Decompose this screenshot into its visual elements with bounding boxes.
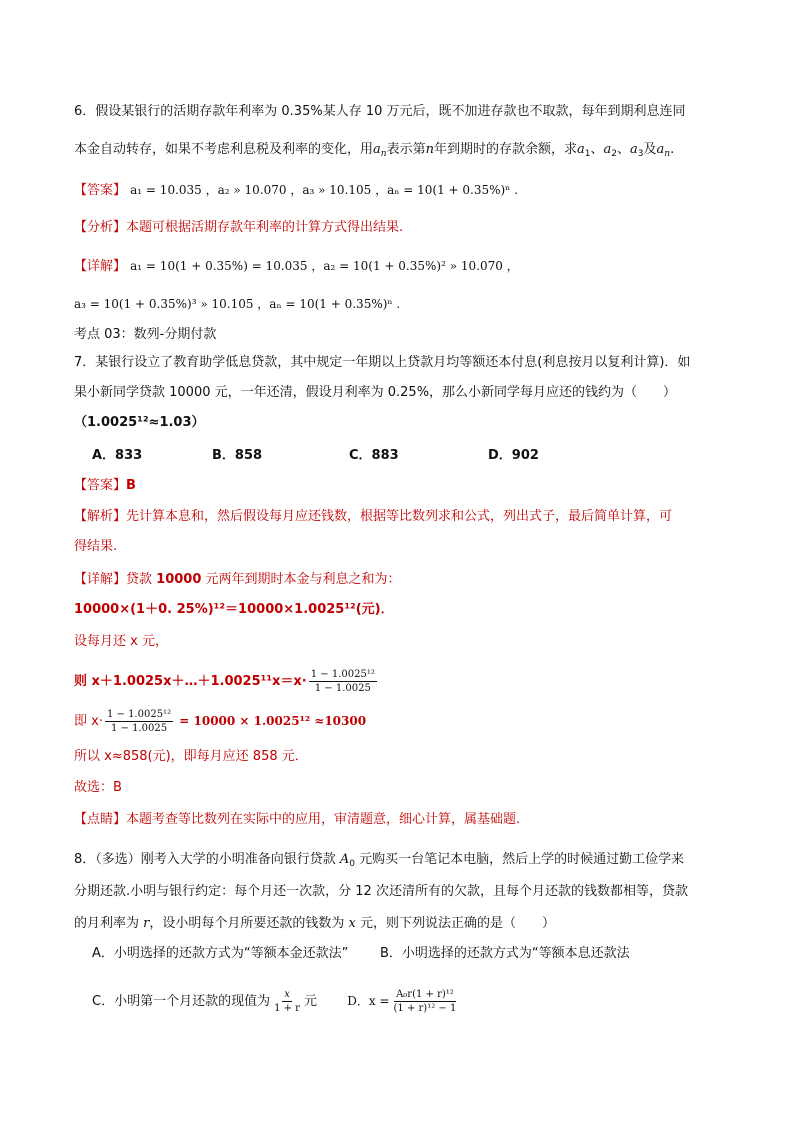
- q8-line2: 分期还款.小明与银行约定：每个月还一次款，分 12 次还清所有的欠款，且每个月还款的钱数都相等，贷款: [74, 884, 688, 899]
- q8-option-d: D．x =: [347, 994, 390, 1008]
- q8-option-c-den: 1 + r: [274, 1003, 300, 1014]
- q7-eq-prefix: 即 x·: [74, 714, 103, 729]
- q6-answer-text: a₁ = 10.035 ，a₂ » 10.070 ，a₃ » 10.105 ，aₙ = 10(1 + 0.35%)ⁿ .: [130, 183, 519, 197]
- q6-line2-text-b: 表示第: [386, 142, 426, 157]
- q7-answer: [74, 476, 136, 496]
- q7-sum-expression: 则 x＋1.0025x＋…＋1.0025¹¹x＝x·: [74, 674, 307, 689]
- q6-analysis-label: 【分析】: [74, 220, 127, 235]
- q8-line1: 8．（多选）刚考入大学的小明准备向银行贷款 $A_0$ 元购买一台笔记本电脑，然后上学的时候通过勤工俭学来: [74, 852, 685, 869]
- q8-line1-text-a: 8．（多选）刚考入大学的小明准备向银行贷款: [74, 852, 340, 867]
- q6-line1: 6．假设某银行的活期存款年利率为 0.35%某人存 10 万元后，既不加进存款也不取款，每年到期利息连同: [74, 104, 686, 119]
- q7-detail-line4: [74, 668, 379, 695]
- q7-detail-line3: 设每月还 x 元，: [74, 634, 168, 649]
- q7-analysis-line2: 得结果.: [74, 539, 118, 554]
- q8-option-d-den: (1 + r)¹² − 1: [393, 1003, 457, 1014]
- q7-eq-result: = 10000 × 1.0025¹² ≈10300: [175, 714, 367, 728]
- q6-line2-text-a: 本金自动转存，如果不考虑利息税及利率的变化，用: [74, 142, 374, 157]
- q6-detail-line2: a₃ = 10(1 + 0.35%)³ » 10.105 ，aₙ = 10(1 + 0.35%)ⁿ .: [74, 297, 401, 311]
- q7-option-b: B．858: [212, 448, 263, 463]
- q7-sum-fraction: [309, 668, 377, 695]
- q7-sum-fraction-den: 1 − 1.0025: [314, 683, 371, 694]
- q7-detail-text-a: 贷款: [126, 572, 157, 587]
- q6-answer: [74, 180, 518, 201]
- q6-answer-label: 【答案】: [74, 183, 127, 198]
- q7-analysis-label: 【解析】: [74, 509, 127, 524]
- q7-detail-line1: [74, 570, 401, 590]
- q8-option-b: B．小明选择的还款方式为“等额本息还款法: [380, 946, 630, 961]
- q7-eq-fraction-num: 1 − 1.0025¹²: [106, 709, 172, 720]
- q7-comment-label: 【点睛】: [74, 812, 127, 827]
- q7-line2: 果小新同学贷款 10000 元，一年还清，假设月利率为 0.25%，那么小新同学每月应还的钱约为（ ）: [74, 385, 677, 400]
- q6-analysis: [74, 218, 403, 238]
- q8-option-a: A．小明选择的还款方式为“等额本金还款法”: [92, 946, 349, 961]
- q8-options-cd: [92, 988, 460, 1015]
- q7-option-a: A．833: [92, 448, 143, 463]
- q8-option-c-num: x: [284, 989, 290, 1000]
- q7-comment-text: 本题考查等比数列在实际中的应用，审清题意，细心计算，属基础题.: [126, 812, 521, 827]
- q7-line3: （1.0025¹²≈1.03）: [74, 415, 205, 430]
- section-label: 考点 03：数列-分期付款: [74, 327, 217, 342]
- q7-answer-label: 【答案】: [74, 478, 127, 493]
- q7-eq-fraction: [105, 708, 173, 735]
- q8-option-d-num: A₀r(1 + r)¹²: [396, 989, 454, 1000]
- q7-sum-fraction-num: 1 − 1.0025¹²: [310, 669, 375, 680]
- q8-options-ab: [92, 944, 630, 964]
- q7-answer-value: B: [126, 478, 136, 493]
- q6-analysis-text: 本题可根据活期存款年利率的计算方式得出结果.: [126, 220, 404, 235]
- q7-analysis-line1: [74, 507, 672, 527]
- q7-analysis-text: 先计算本息和，然后假设每月应还钱数，根据等比数列求和公式，列出式子，最后简单计算，可: [126, 509, 673, 524]
- q7-detail-line2: 10000×(1＋0. 25%)¹²＝10000×1.0025¹²(元)．: [74, 602, 394, 617]
- q8-option-c: C．小明第一个月还款的现值为: [92, 994, 271, 1009]
- q7-detail-amount: 10000: [156, 572, 202, 587]
- q7-eq-fraction-den: 1 − 1.0025: [110, 723, 168, 734]
- q6-detail-line1: [74, 256, 519, 277]
- q8-option-d-fraction: [392, 988, 459, 1015]
- q7-comment: [74, 810, 520, 830]
- q8-line1-text-b: 元购买一台笔记本电脑，然后上学的时候通过勤工俭学来: [355, 852, 685, 867]
- q8-option-c-unit: 元: [303, 994, 317, 1009]
- q8-line3-text-b: ，设小明每个月所要还款的钱数为: [149, 916, 349, 931]
- q7-detail-text-c: 元两年到期时本金与利息之和为：: [201, 572, 401, 587]
- q8-line3-text-c: 元，则下列说法正确的是（ ）: [355, 916, 555, 931]
- q6-line2-text-d: 及: [643, 142, 657, 157]
- q6-line2-text-c: 年到期时的存款余额，求: [433, 142, 577, 157]
- q8-line3-text-a: 的月利率为: [74, 916, 144, 931]
- q7-options: [92, 446, 539, 466]
- q6-detail-label: 【详解】: [74, 259, 127, 274]
- q7-line1: 7．某银行设立了教育助学低息贷款，其中规定一年期以上贷款月均等额还本付息(利息按月以复利计算)．如: [74, 355, 691, 370]
- q7-detail-line7: 故选：B: [74, 780, 122, 795]
- q7-detail-label: 【详解】: [74, 572, 127, 587]
- q8-line3: 的月利率为 r，设小明每个月所要还款的钱数为 x 元，则下列说法正确的是（ ）: [74, 916, 555, 931]
- q7-option-d: D．902: [488, 448, 539, 463]
- q7-option-c: C．883: [349, 448, 399, 463]
- q7-detail-line6: 所以 x≈858(元)，即每月应还 858 元．: [74, 749, 308, 764]
- q6-line2: 本金自动转存，如果不考虑利息税及利率的变化，用$a_n$表示第n年到期时的存款余额，求$a_1$、$a_2$、$a_3$及$a_n$.: [74, 142, 675, 159]
- q7-detail-line5: [74, 708, 366, 735]
- q6-detail-formula1: a₁ = 10(1 + 0.35%) = 10.035 ，a₂ = 10(1 + 0.35%)² » 10.070 ，: [130, 259, 519, 273]
- q8-option-c-fraction: [272, 988, 302, 1015]
